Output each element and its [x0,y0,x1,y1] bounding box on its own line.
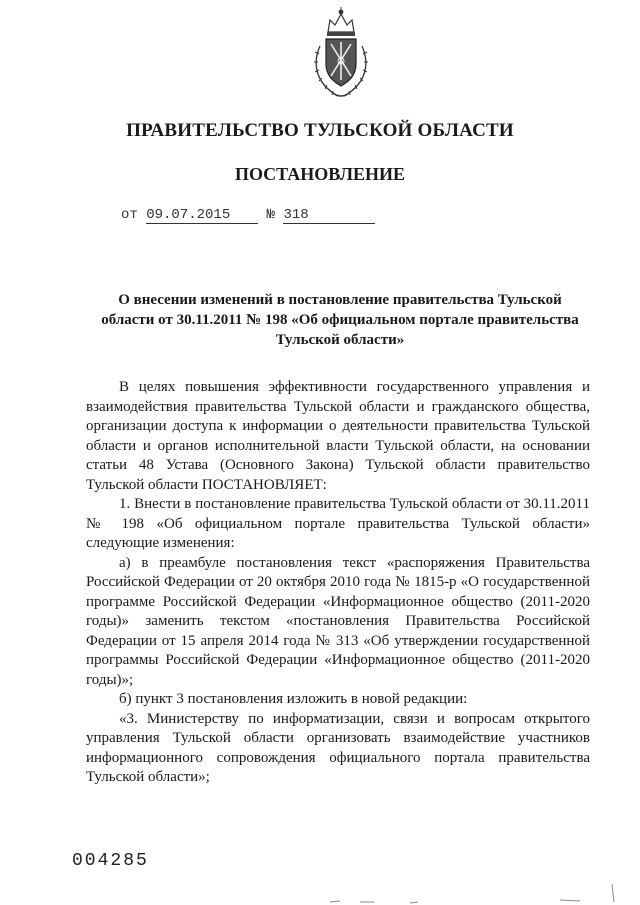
document-number: 318 [283,207,375,224]
government-title: ПРАВИТЕЛЬСТВО ТУЛЬСКОЙ ОБЛАСТИ [126,120,514,141]
date-prefix: от [121,207,138,223]
scan-edge-artifacts [0,880,640,905]
document-body [86,378,590,788]
date-number-line [121,207,375,224]
paragraph-preamble: В целях повышения эффективности государственного управления и взаимодействия правительства Тульской области и гражданского общества, организации доступа к информации о деятельности правительства Тульской области и органов исполнительной власти Тульской области, на основании статьи 48 Устава (Основного Закона) Тульской области правительство Тульской области ПОСТАНОВЛЯЕТ: [86,379,590,493]
serial-number: 004285 [72,851,149,871]
document-type: ПОСТАНОВЛЕНИЕ [234,164,406,184]
tula-coat-of-arms-icon [306,6,376,100]
paragraph-subitem-b: б) пункт 3 постановления изложить в новой редакции: [119,691,468,707]
paragraph-subitem-a: а) в преамбуле постановления текст «распоряжения Правительства Российской Федерации от 20 октября 2010 года № 1815-р «О государственной программе Российской Федерации «Информационное общество (2011-2020 годы)» заменить текстом «постановления Правительства Российской Федерации от 15 апреля 2014 года № 313 «Об утверждении государственной программы Российской Федерации «Информационное общество (2011-2020 годы)»; [86,554,590,688]
paragraph-quoted-item-3: «3. Министерству по информатизации, связи и вопросам открытого управления Тульской области организовать взаимодействие участников информационного сопровождения официального портала правительства Тульской области»; [86,710,590,785]
number-prefix: № [266,207,276,223]
document-date: 09.07.2015 [146,207,258,224]
document-subject: О внесении изменений в постановление правительства Тульской области от 30.11.2011 № 198 «Об официальном портале правительства Тульской области» [101,292,579,348]
paragraph-item-1: 1. Внести в постановление правительства Тульской области от 30.11.2011 № 198 «Об официальном портале правительства Тульской области» следующие изменения: [86,496,590,551]
